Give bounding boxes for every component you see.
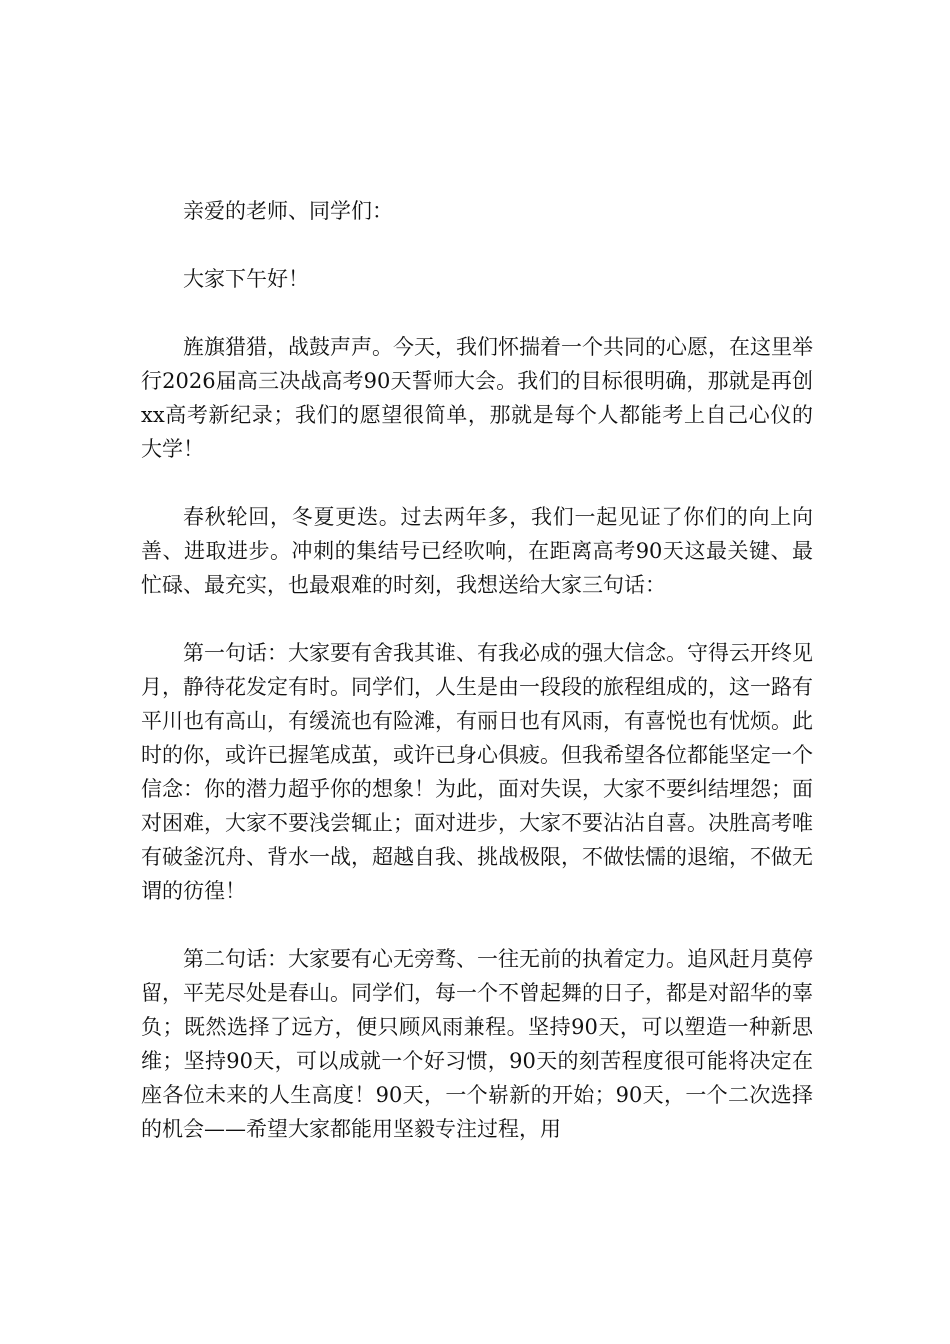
greeting: 大家下午好！ (183, 267, 309, 291)
paragraph-first-point: 第一句话：大家要有舍我其谁、有我必成的强大信念。守得云开终见月，静待花发定有时。同学们，人生是由一段段的旅程组成的，这一路有平川也有高山，有缓流也有险滩，有丽日也有风雨，有喜悦也有忧烦。此时的你，或许已握笔成茧，或许已身心俱疲。但我希望各位都能坚定一个信念：你的潜力超乎你的想象！为此，面对失误，大家不要纠结埋怨；面对困难，大家不要浅尝辄止；面对进步，大家不要沾沾自喜。决胜高考唯有破釜沉舟、背水一战，超越自我、挑战极限，不做怯懦的退缩，不做无谓的彷徨！ (141, 641, 813, 903)
salutation: 亲爱的老师、同学们： (183, 199, 393, 223)
paragraph-second-point: 第二句话：大家要有心无旁骛、一往无前的执着定力。追风赶月莫停留，平芜尽处是春山。同学们，每一个不曾起舞的日子，都是对韶华的辜负；既然选择了远方，便只顾风雨兼程。坚持90天，可以塑造一种新思维；坚持90天，可以成就一个好习惯，90天的刻苦程度很可能将决定在座各位未来的人生高度！90天，一个崭新的开始；90天，一个二次选择的机会——希望大家都能用坚毅专注过程，用 (141, 947, 813, 1141)
document-body (141, 194, 813, 1146)
paragraph-review: 春秋轮回，冬夏更迭。过去两年多，我们一起见证了你们的向上向善、进取进步。冲刺的集结号已经吹响，在距离高考90天这最关键、最忙碌、最充实，也最艰难的时刻，我想送给大家三句话： (141, 505, 813, 597)
paragraph-opening: 旌旗猎猎，战鼓声声。今天，我们怀揣着一个共同的心愿，在这里举行2026届高三决战高考90天誓师大会。我们的目标很明确，那就是再创xx高考新纪录；我们的愿望很简单，那就是每个人都能考上自己心仪的大学！ (141, 335, 813, 461)
